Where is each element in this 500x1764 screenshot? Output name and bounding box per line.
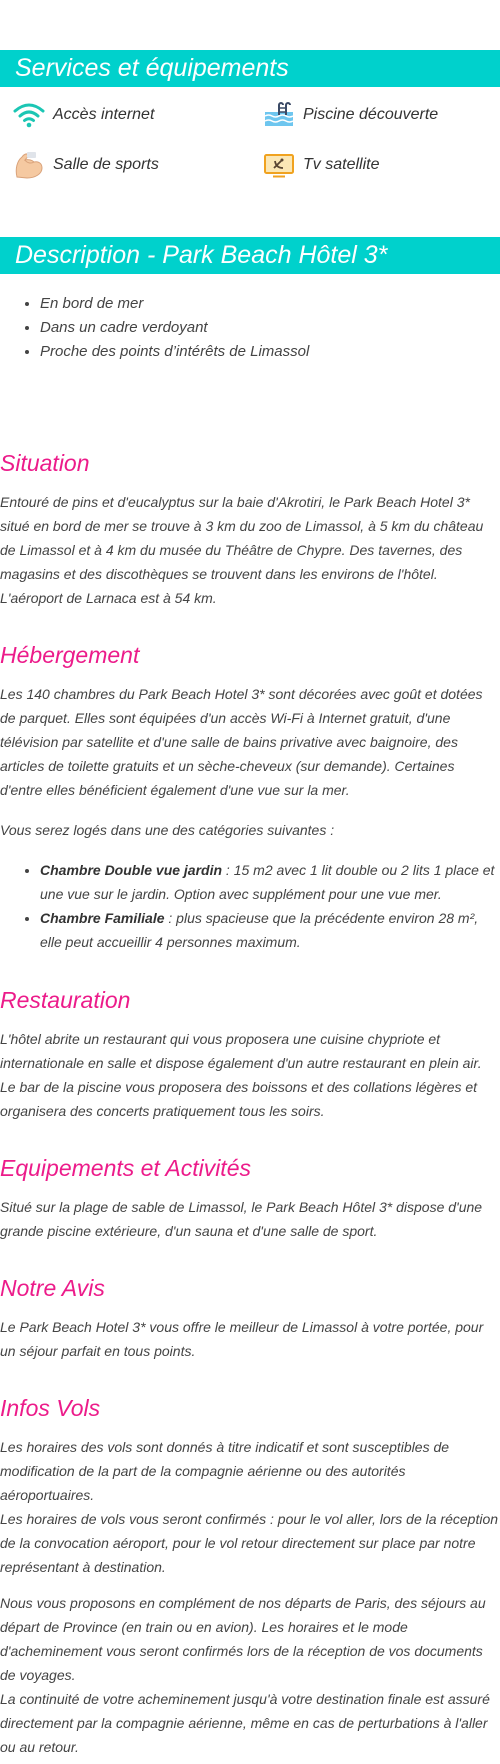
room-name: Chambre Familiale xyxy=(40,910,165,926)
room-desc: : plus spacieuse que la précédente environ 28 m², elle peut accueillir 4 personnes maximum. xyxy=(40,910,479,950)
list-item: • Dans un cadre verdoyant xyxy=(40,316,500,340)
avis-text: Le Park Beach Hotel 3* vous offre le meilleur de Limassol à votre portée, pour un séjour parfait en tous points. xyxy=(0,1319,484,1359)
room-item xyxy=(40,906,500,954)
tv-satellite-icon xyxy=(260,149,298,181)
section-heading-situation: Situation xyxy=(0,450,90,476)
list-item: • Proche des points d’intérêts de Limassol xyxy=(40,340,500,364)
arm-muscle-icon xyxy=(10,149,48,181)
services-grid xyxy=(0,99,500,181)
service-label: Piscine découverte xyxy=(303,106,439,123)
vols-text-1b: Les horaires de vols vous seront confirmés : pour le vol aller, lors de la réception de la convocation aéroport, pour le vol retour directement sur place par notre représentant à destination. xyxy=(0,1511,499,1575)
section-heading-restauration: Restauration xyxy=(0,987,131,1013)
service-label: Salle de sports xyxy=(53,156,159,173)
hebergement-intro: Vous serez logés dans une des catégories suivantes : xyxy=(0,822,335,838)
wifi-icon xyxy=(10,99,48,131)
restauration-text: L'hôtel abrite un restaurant qui vous proposera une cuisine chypriote et internationale en salle et dispose également d'un autre restaurant en plein air. Le bar de la piscine vous proposera des boissons et des collations légères et organisera des concerts pratiquement tous les soirs. xyxy=(0,1031,482,1119)
service-internet xyxy=(0,99,250,131)
highlights-list xyxy=(0,292,500,364)
services-banner xyxy=(0,50,500,87)
room-name: Chambre Double vue jardin xyxy=(40,862,223,878)
service-pool xyxy=(250,99,500,131)
service-label: Accès internet xyxy=(53,106,155,123)
vols-text-2a: Nous vous proposons en complément de nos départs de Paris, des séjours au départ de Province (en train ou en avion). Les horaires et le mode d'acheminement vous seront confirmés lors de la réception de vos documents de voyages. xyxy=(0,1595,486,1683)
equipements-text: Situé sur la plage de sable de Limassol, le Park Beach Hôtel 3* dispose d'une grande piscine extérieure, d'un sauna et d'une salle de sport. xyxy=(0,1199,483,1239)
section-heading-avis: Notre Avis xyxy=(0,1275,105,1301)
description-banner xyxy=(0,237,500,274)
situation-text: Entouré de pins et d'eucalyptus sur la baie d'Akrotiri, le Park Beach Hotel 3* situé en bord de mer se trouve à 3 km du zoo de Limassol, à 5 km du château de Limassol et à 4 km du musée du Théâtre de Chypre. Des tavernes, des magasins et des discothèques se trouvent dans les environs de l'hôtel. L'aéroport de Larnaca est à 54 km. xyxy=(0,494,484,606)
description-title: Description - Park Beach Hôtel 3* xyxy=(15,241,388,269)
vols-text-2b: La continuité de votre acheminement jusqu'à votre destination finale est assuré directement par la compagnie aérienne, même en cas de perturbations à l'aller ou au retour. xyxy=(0,1691,490,1755)
service-label: Tv satellite xyxy=(303,156,380,173)
pool-icon xyxy=(260,99,298,131)
section-heading-equipements: Equipements et Activités xyxy=(0,1155,251,1181)
services-title: Services et équipements xyxy=(15,54,289,82)
room-desc: : 15 m2 avec 1 lit double ou 2 lits 1 place et une vue sur le jardin. Option avec supplément pour une vue mer. xyxy=(40,862,495,902)
vols-text-1a: Les horaires des vols sont donnés à titre indicatif et sont susceptibles de modification de la part de la compagnie aérienne ou des autorités aéroportuaires. xyxy=(0,1439,450,1503)
service-tv xyxy=(250,149,500,181)
section-heading-vols: Infos Vols xyxy=(0,1395,101,1421)
hebergement-text: Les 140 chambres du Park Beach Hotel 3* sont décorées avec goût et dotées de parquet. Elles sont équipées d'un accès Wi-Fi à Internet gratuit, d'une télévision par satellite et d'une salle de bains privative avec baignoire, des articles de toilette gratuits et un sèche-cheveux (sur demande). Certaines d'entre elles bénéficient également d'une vue sur la mer. xyxy=(0,686,483,798)
rooms-list xyxy=(0,858,500,954)
room-item xyxy=(40,858,500,906)
section-heading-hebergement: Hébergement xyxy=(0,642,140,668)
service-gym xyxy=(0,149,250,181)
list-item: • En bord de mer xyxy=(40,292,500,316)
